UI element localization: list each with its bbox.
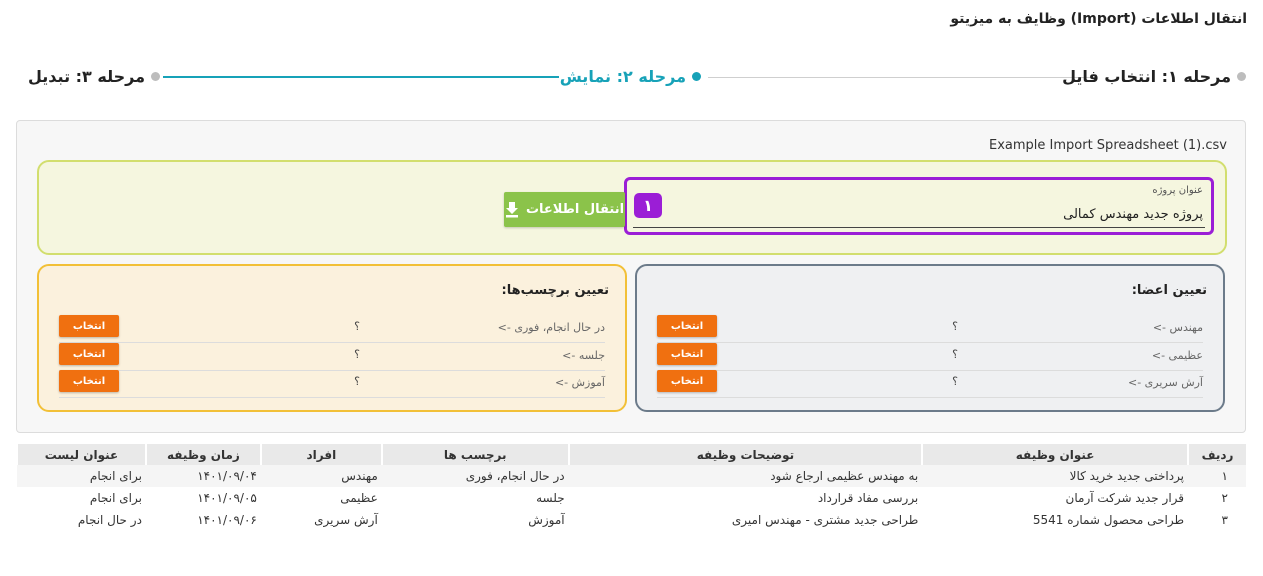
cell-members: عظیمی [340, 491, 378, 505]
member-value: ؟ [952, 375, 958, 388]
cell-list: در حال انجام [77, 513, 142, 527]
file-name: Example Import Spreadsheet (1).csv [989, 138, 1227, 153]
stepper [28, 64, 1246, 92]
cell-tags: آموزش [528, 513, 565, 527]
import-button[interactable] [504, 192, 625, 227]
step-3 [28, 67, 160, 86]
cell-due: ۱۴۰۱/۰۹/۰۶ [197, 513, 257, 527]
member-label: آرش سریری -> [1127, 376, 1203, 389]
col-index: ردیف [1188, 444, 1246, 465]
cell-list: برای انجام [17, 465, 146, 487]
col-tags: برچسب ها [382, 444, 569, 465]
project-title-value[interactable]: پروژه جدید مهندس کمالی [1063, 207, 1203, 222]
download-icon [505, 202, 519, 218]
members-box [635, 264, 1225, 412]
tags-box [37, 264, 627, 412]
tag-label: جلسه -> [562, 349, 605, 362]
cell-task-title: طراحی محصول شماره 5541 [1032, 513, 1185, 527]
col-members: افراد [261, 444, 382, 465]
tag-row [59, 370, 605, 398]
tag-pick-button[interactable]: انتخاب [59, 315, 119, 337]
page-title: انتقال اطلاعات (Import) وظایف به میزیتو [950, 11, 1247, 27]
table-header-row [17, 444, 1246, 465]
project-title-field[interactable] [624, 177, 1214, 235]
tag-pick-button[interactable]: انتخاب [59, 343, 119, 365]
cell-index: ۱ [1188, 465, 1246, 487]
member-row [657, 315, 1203, 343]
table-row [17, 509, 1246, 531]
cell-tags: جلسه [536, 491, 565, 505]
member-value: ؟ [952, 348, 958, 361]
cell-task-title: پرداختی جدید خرید کالا [922, 465, 1188, 487]
col-task-title: عنوان وظیفه [922, 444, 1188, 465]
members-title: تعیین اعضا: [1131, 283, 1207, 298]
tag-value: ؟ [354, 348, 360, 361]
field-underline [633, 227, 1205, 228]
step-dot-icon [151, 72, 160, 81]
cell-members: مهندس [261, 465, 382, 487]
step-2-label: مرحله ۲: نمایش [559, 67, 686, 86]
tag-label: در حال انجام، فوری -> [497, 321, 605, 334]
cell-list: برای انجام [89, 491, 142, 505]
member-pick-button[interactable]: انتخاب [657, 370, 717, 392]
step-dot-icon [1237, 72, 1246, 81]
tags-title: تعیین برچسب‌ها: [501, 283, 609, 298]
tag-value: ؟ [354, 320, 360, 333]
import-button-label: انتقال اطلاعات [525, 202, 625, 217]
cell-task-desc: بررسی مفاد قرارداد [817, 491, 919, 505]
col-list: عنوان لیست [17, 444, 146, 465]
cell-members: آرش سریری [314, 513, 378, 527]
project-box [37, 160, 1227, 255]
member-label: عظیمی -> [1151, 349, 1203, 362]
cell-index: ۳ [1221, 513, 1228, 527]
col-task-desc: توضیحات وظیفه [569, 444, 923, 465]
cell-index: ۲ [1221, 491, 1228, 505]
table-row [17, 487, 1246, 509]
tag-row [59, 315, 605, 343]
step-1 [1062, 67, 1246, 86]
member-value: ؟ [952, 320, 958, 333]
cell-task-desc: طراحی جدید مشتری - مهندس امیری [731, 513, 919, 527]
member-label: مهندس -> [1152, 321, 1203, 334]
step-3-label: مرحله ۳: تبدیل [28, 67, 146, 86]
member-row [657, 343, 1203, 371]
col-due: زمان وظیفه [146, 444, 261, 465]
member-pick-button[interactable]: انتخاب [657, 343, 717, 365]
table-row [17, 465, 1246, 487]
step-2 [560, 67, 701, 86]
stepper-line [708, 77, 1092, 78]
member-row [657, 370, 1203, 398]
import-panel [16, 120, 1246, 433]
cell-task-desc: به مهندس عظیمی ارجاع شود [569, 465, 923, 487]
tasks-table [16, 444, 1246, 531]
cell-task-title: قرار جدید شرکت آرمان [1065, 491, 1185, 505]
tag-label: آموزش -> [554, 376, 605, 389]
tag-pick-button[interactable]: انتخاب [59, 370, 119, 392]
step-1-label: مرحله ۱: انتخاب فایل [1062, 67, 1231, 86]
tag-row [59, 343, 605, 371]
cell-tags: در حال انجام، فوری [382, 465, 569, 487]
stepper-line-active [163, 76, 559, 78]
project-title-label: عنوان پروژه [1152, 185, 1203, 196]
step-badge: ۱ [634, 193, 662, 218]
tag-value: ؟ [354, 375, 360, 388]
step-dot-icon [692, 72, 701, 81]
member-pick-button[interactable]: انتخاب [657, 315, 717, 337]
cell-due: ۱۴۰۱/۰۹/۰۴ [146, 465, 261, 487]
cell-due: ۱۴۰۱/۰۹/۰۵ [197, 491, 257, 505]
